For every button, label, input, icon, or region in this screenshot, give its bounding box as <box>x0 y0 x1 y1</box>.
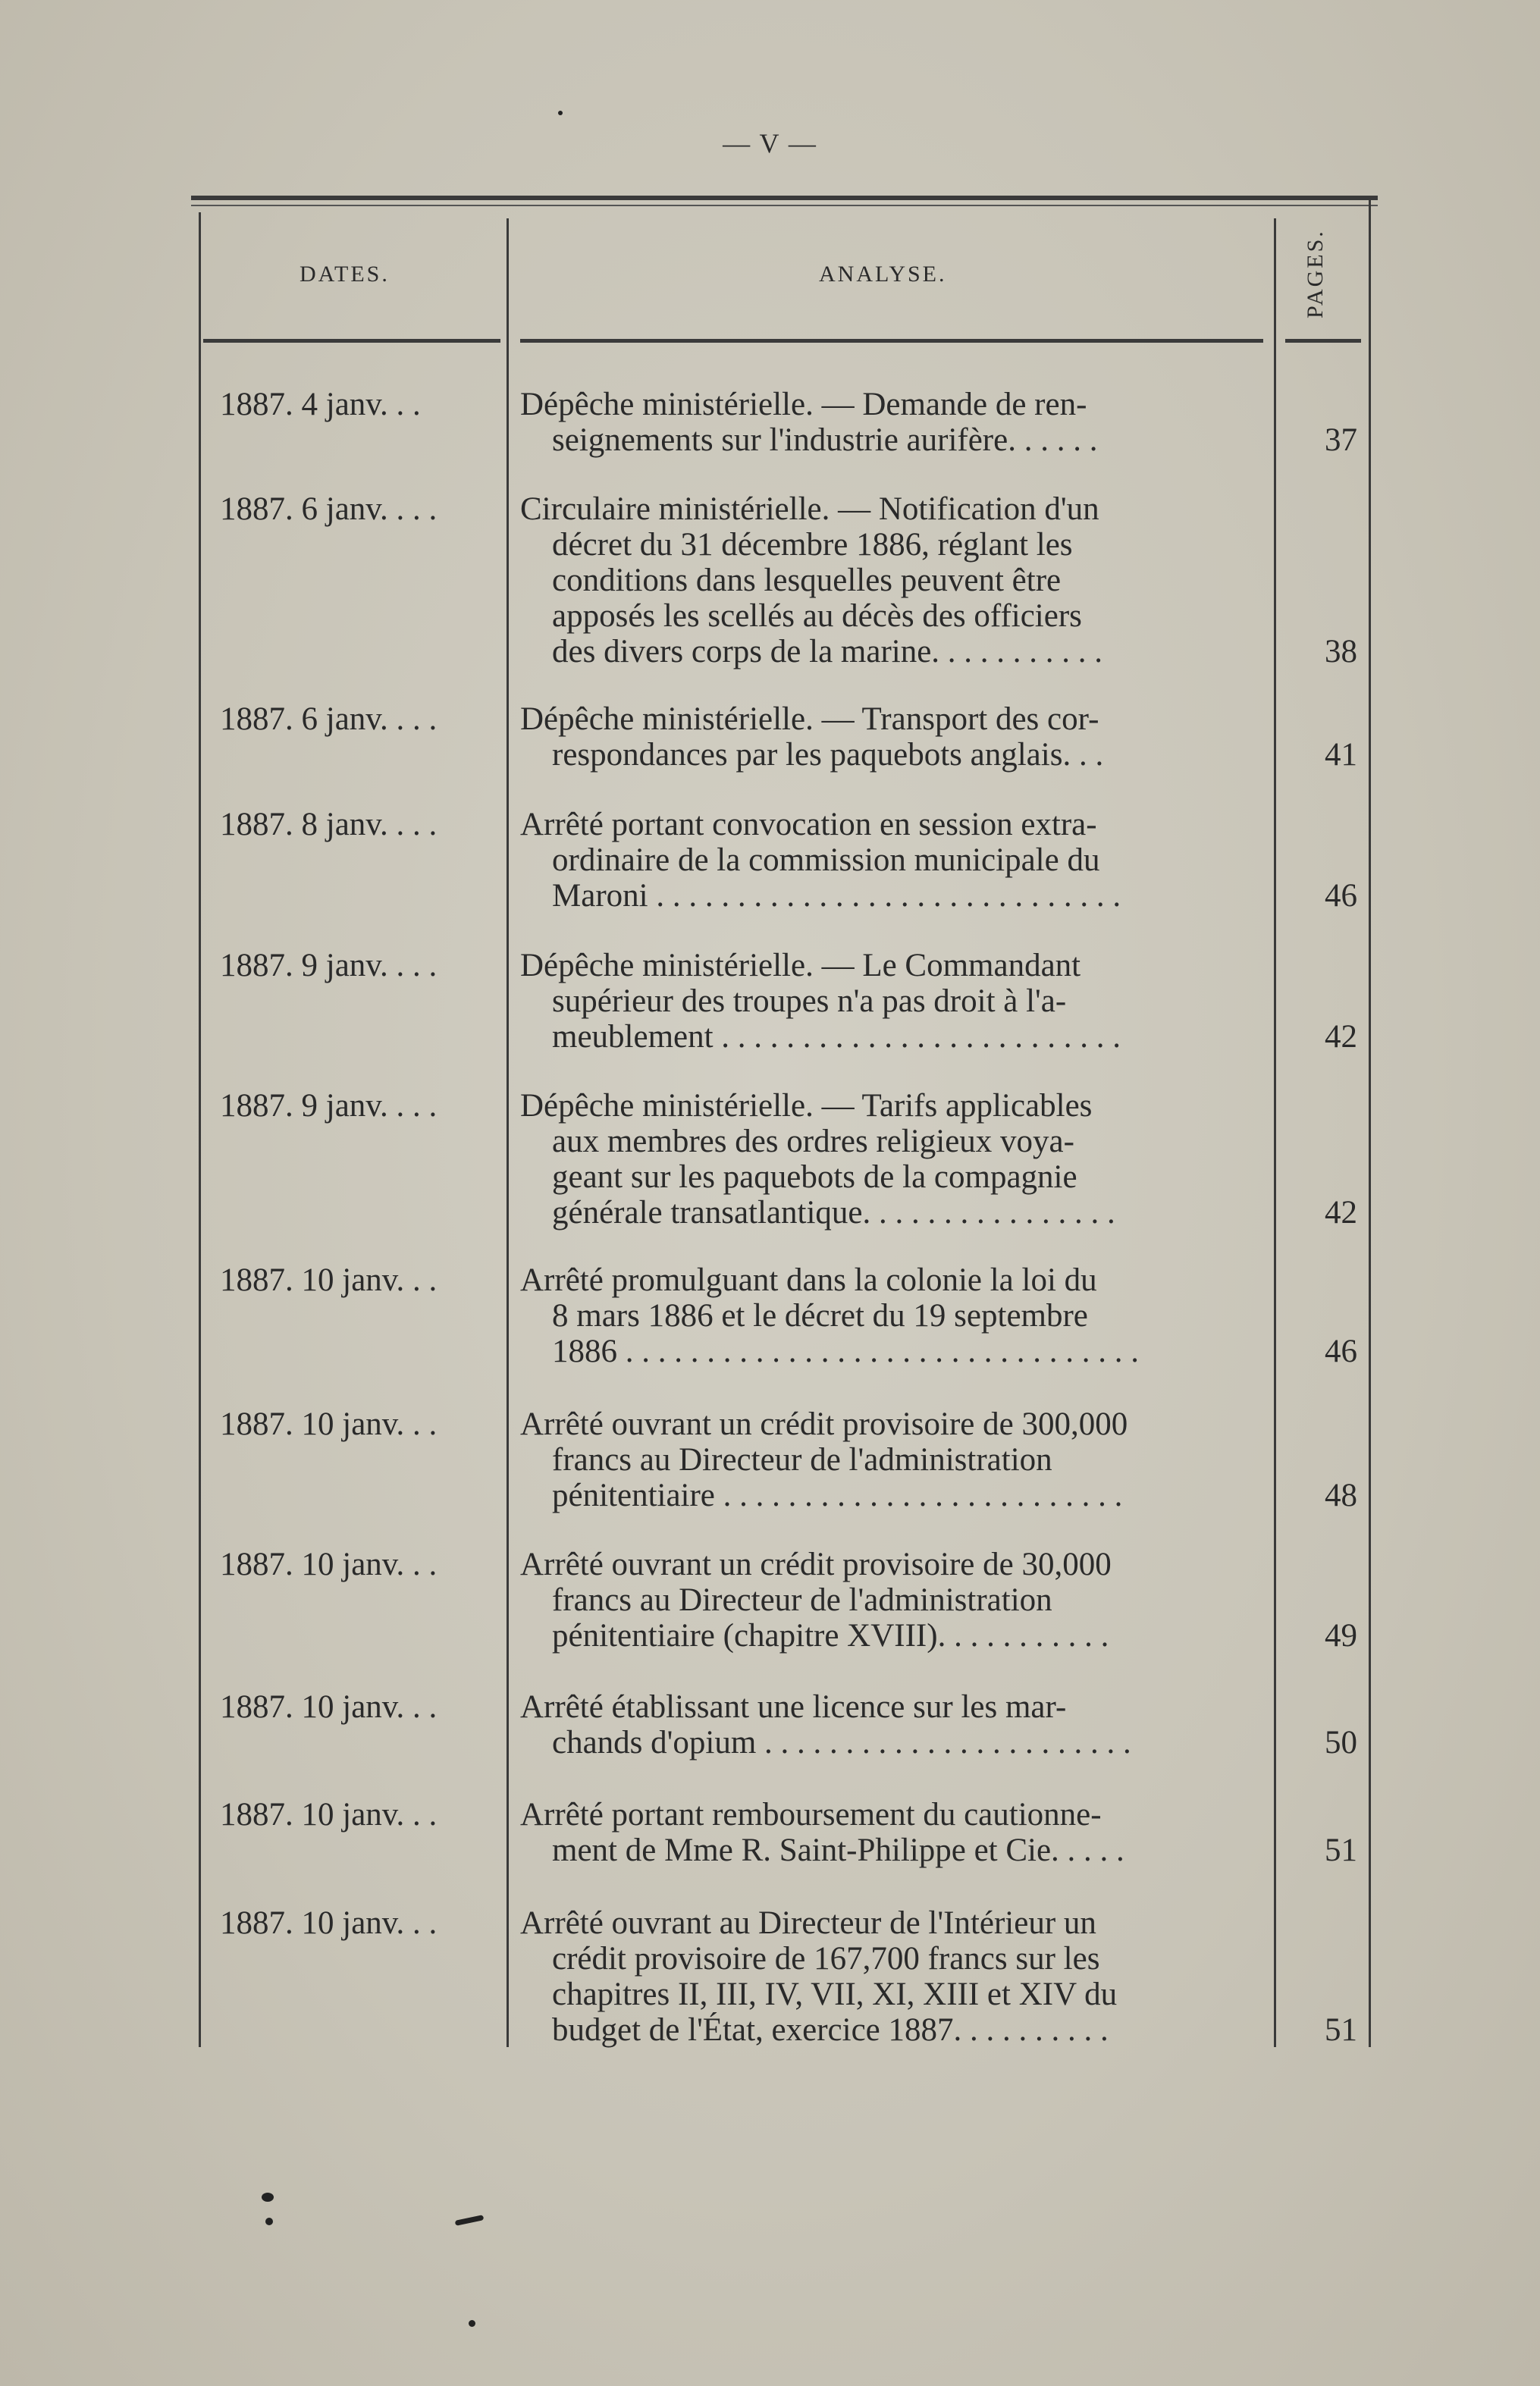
entry-analyse-line: Arrêté portant convocation en session extra- <box>520 807 1097 842</box>
entry-analyse-line: geant sur les paquebots de la compagnie <box>552 1159 1077 1195</box>
header-rule-analyse <box>520 339 1263 343</box>
entry-analyse-line: francs au Directeur de l'administration <box>552 1582 1052 1618</box>
entry-analyse <box>520 1905 1271 2048</box>
header-rule-pages <box>1285 339 1361 343</box>
header-pages: PAGES. <box>1303 229 1328 318</box>
entry-analyse-line: des divers corps de la marine. . . . . . . . . . . <box>552 634 1103 669</box>
entry-date: 1887. 4 janv. . . <box>220 387 421 422</box>
entry-page-number: 46 <box>1325 1334 1357 1369</box>
entry-analyse <box>520 948 1271 1055</box>
entry-analyse-line: Circulaire ministérielle. — Notification d'un <box>520 491 1099 527</box>
entry-date: 1887. 8 janv. . . . <box>220 807 438 842</box>
ink-speck <box>469 2320 475 2327</box>
ink-speck <box>558 111 563 115</box>
entry-analyse-line: Arrêté établissant une licence sur les mar- <box>520 1689 1067 1725</box>
entry-analyse <box>520 1797 1271 1868</box>
entry-analyse <box>520 701 1271 773</box>
entry-analyse-line: chapitres II, III, IV, VII, XI, XIII et XIV du <box>552 1977 1118 2012</box>
entry-analyse <box>520 1406 1271 1513</box>
entry-analyse-line: respondances par les paquebots anglais. . . <box>552 737 1104 773</box>
analyse-column-divider <box>1274 218 1276 2047</box>
entry-analyse-line: meublement . . . . . . . . . . . . . . . . . . . . . . . . . <box>552 1019 1121 1055</box>
entry-date: 1887. 10 janv. . . <box>220 1905 438 1941</box>
entry-page-number: 51 <box>1325 2012 1357 2048</box>
entry-analyse <box>520 1547 1271 1654</box>
entry-analyse <box>520 1088 1271 1231</box>
entry-analyse-line: Dépêche ministérielle. — Tarifs applicables <box>520 1088 1093 1124</box>
entry-analyse-line: ment de Mme R. Saint-Philippe et Cie. . . . . <box>552 1833 1124 1868</box>
entry-analyse-line: 1886 . . . . . . . . . . . . . . . . . . . . . . . . . . . . . . . . <box>552 1334 1139 1369</box>
entry-date: 1887. 10 janv. . . <box>220 1689 438 1725</box>
entry-date: 1887. 9 janv. . . . <box>220 948 438 983</box>
entry-page-number: 48 <box>1325 1478 1357 1513</box>
entry-analyse-line: Dépêche ministérielle. — Transport des cor- <box>520 701 1099 737</box>
entry-date: 1887. 10 janv. . . <box>220 1262 438 1298</box>
entry-analyse-line: budget de l'État, exercice 1887. . . . . . . . . . <box>552 2012 1109 2048</box>
entry-page-number: 46 <box>1325 878 1357 914</box>
entry-analyse-line: Arrêté ouvrant un crédit provisoire de 30,000 <box>520 1547 1112 1582</box>
entry-analyse-line: Dépêche ministérielle. — Demande de ren- <box>520 387 1087 422</box>
entry-analyse-line: aux membres des ordres religieux voya- <box>552 1124 1074 1159</box>
top-rule-thin <box>191 205 1378 206</box>
entry-page-number: 41 <box>1325 737 1357 773</box>
entry-analyse <box>520 491 1271 669</box>
entry-analyse <box>520 1689 1271 1760</box>
entry-page-number: 42 <box>1325 1019 1357 1055</box>
entry-date: 1887. 6 janv. . . . <box>220 491 438 527</box>
entry-page-number: 42 <box>1325 1195 1357 1231</box>
entry-page-number: 51 <box>1325 1833 1357 1868</box>
entry-analyse-line: 8 mars 1886 et le décret du 19 septembre <box>552 1298 1088 1334</box>
entry-analyse-line: Arrêté ouvrant un crédit provisoire de 300,000 <box>520 1406 1128 1442</box>
entry-date: 1887. 10 janv. . . <box>220 1406 438 1442</box>
entry-analyse <box>520 807 1271 914</box>
entry-analyse <box>520 1262 1271 1369</box>
ink-speck <box>455 2215 485 2226</box>
entry-analyse-line: Arrêté portant remboursement du cautionne- <box>520 1797 1102 1833</box>
entry-analyse-line: francs au Directeur de l'administration <box>552 1442 1052 1478</box>
entry-analyse-line: chands d'opium . . . . . . . . . . . . . . . . . . . . . . . <box>552 1725 1131 1760</box>
entry-date: 1887. 10 janv. . . <box>220 1797 438 1833</box>
ink-speck <box>262 2193 274 2202</box>
entry-analyse-line: supérieur des troupes n'a pas droit à l'a- <box>552 983 1067 1019</box>
ink-speck <box>265 2218 273 2225</box>
entry-analyse-line: Dépêche ministérielle. — Le Commandant <box>520 948 1081 983</box>
page-folio: — V — <box>723 128 817 158</box>
entry-date: 1887. 6 janv. . . . <box>220 701 438 737</box>
entry-analyse-line: Maroni . . . . . . . . . . . . . . . . . . . . . . . . . . . . . <box>552 878 1121 914</box>
entry-page-number: 49 <box>1325 1618 1357 1654</box>
header-dates: DATES. <box>300 262 390 287</box>
header-rule-dates <box>203 339 500 343</box>
entry-page-number: 38 <box>1325 634 1357 669</box>
entry-analyse-line: pénitentiaire . . . . . . . . . . . . . . . . . . . . . . . . . <box>552 1478 1123 1513</box>
entry-analyse-line: apposés les scellés au décès des officiers <box>552 598 1082 634</box>
entry-date: 1887. 10 janv. . . <box>220 1547 438 1582</box>
entry-analyse-line: décret du 31 décembre 1886, réglant les <box>552 527 1073 563</box>
entry-page-number: 37 <box>1325 422 1357 458</box>
entry-analyse-line: Arrêté promulguant dans la colonie la loi du <box>520 1262 1097 1298</box>
entry-page-number: 50 <box>1325 1725 1357 1760</box>
entry-analyse-line: seignements sur l'industrie aurifère. . . . . . <box>552 422 1098 458</box>
header-analyse: ANALYSE. <box>819 262 947 287</box>
entry-analyse-line: ordinaire de la commission municipale du <box>552 842 1100 878</box>
entry-analyse-line: Arrêté ouvrant au Directeur de l'Intérieur un <box>520 1905 1096 1941</box>
entry-analyse-line: crédit provisoire de 167,700 francs sur les <box>552 1941 1100 1977</box>
left-border <box>199 212 201 2047</box>
entry-analyse-line: générale transatlantique. . . . . . . . . . . . . . . . <box>552 1195 1115 1231</box>
right-border <box>1369 200 1371 2047</box>
entry-analyse <box>520 387 1271 458</box>
entry-analyse-line: pénitentiaire (chapitre XVIII). . . . . . . . . . . <box>552 1618 1109 1654</box>
entry-date: 1887. 9 janv. . . . <box>220 1088 438 1124</box>
top-rule <box>191 196 1378 200</box>
entry-analyse-line: conditions dans lesquelles peuvent être <box>552 563 1062 598</box>
